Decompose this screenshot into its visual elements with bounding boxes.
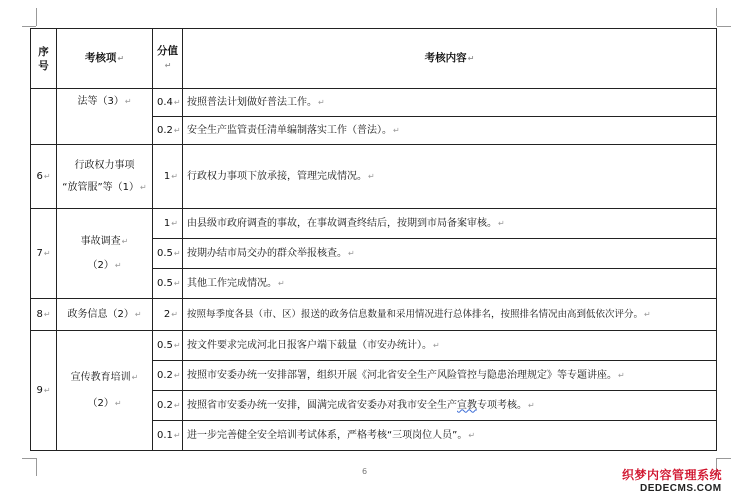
seq-cell: 8↵ — [31, 299, 57, 331]
score-cell: 1↵ — [153, 209, 183, 239]
crop-mark-top-left-v — [36, 8, 37, 26]
item-line: （2）↵ — [87, 397, 122, 409]
item-cell — [57, 145, 153, 209]
score-cell: 0.1↵ — [153, 421, 183, 451]
seq-cell: 6↵ — [31, 145, 57, 209]
table-row — [31, 145, 717, 209]
assessment-table — [30, 28, 717, 451]
header-content: 考核内容↵ — [183, 29, 717, 89]
item-cell — [57, 331, 153, 451]
table-row — [31, 89, 717, 117]
crop-mark-top-right-v — [716, 8, 717, 26]
table-row — [31, 331, 717, 361]
item-cell — [57, 209, 153, 299]
header-score: 分值↵ — [153, 29, 183, 89]
content-cell: 其他工作完成情况。↵ — [183, 269, 717, 299]
score-cell: 0.2↵ — [153, 391, 183, 421]
crop-mark-top-left-h — [22, 26, 36, 27]
score-cell: 0.2↵ — [153, 361, 183, 391]
item-line: 行政权力事项 — [74, 159, 135, 171]
score-cell: 1↵ — [153, 145, 183, 209]
content-cell: 按照省市安委办统一安排，圆满完成省安委办对我市安全生产宣教专项考核。↵ — [183, 391, 717, 421]
score-cell: 0.5↵ — [153, 269, 183, 299]
content-cell: 进一步完善健全安全培训考试体系，严格考核“三项岗位人员”。↵ — [183, 421, 717, 451]
item-line: “放管服”等（1）↵ — [62, 181, 147, 193]
spellcheck-underline: 宣教 — [457, 399, 477, 411]
item-cell: 政务信息（2）↵ — [57, 299, 153, 331]
seq-cell: 9↵ — [31, 331, 57, 451]
watermark-text-en: DEDECMS.COM — [640, 483, 722, 494]
content-cell: 按照市安委办统一安排部署，组织开展《河北省安全生产风险管控与隐患治理规定》等专题讲座。↵ — [183, 361, 717, 391]
crop-mark-top-right-h — [717, 26, 731, 27]
content-cell: 安全生产监管责任清单编制落实工作（普法）。↵ — [183, 117, 717, 145]
item-cell: 法等（3）↵ — [57, 89, 153, 145]
table-header-row — [31, 29, 717, 89]
content-cell: 按期办结市局交办的群众举报核查。↵ — [183, 239, 717, 269]
score-cell: 0.5↵ — [153, 331, 183, 361]
crop-mark-bottom-right-h — [717, 458, 731, 459]
watermark-text-cn: 织梦内容管理系统 — [622, 468, 723, 482]
header-item: 考核项↵ — [57, 29, 153, 89]
content-cell: 行政权力事项下放承接，管理完成情况。↵ — [183, 145, 717, 209]
item-line: 事故调查↵ — [80, 235, 129, 247]
seq-cell: 7↵ — [31, 209, 57, 299]
content-cell: 由县级市政府调查的事故，在事故调查终结后，按期到市局备案审核。↵ — [183, 209, 717, 239]
table-row — [31, 209, 717, 239]
score-cell: 0.5↵ — [153, 239, 183, 269]
page-number: 6 — [362, 467, 368, 476]
item-line: 宣传教育培训↵ — [70, 371, 139, 383]
score-cell: 0.2↵ — [153, 117, 183, 145]
crop-mark-bottom-left-v — [36, 458, 37, 476]
score-cell: 0.4↵ — [153, 89, 183, 117]
crop-mark-bottom-left-h — [22, 458, 36, 459]
content-cell: 按照每季度各县（市、区）报送的政务信息数量和采用情况进行总体排名，按照排名情况由高到低依次评分。↵ — [183, 299, 717, 331]
seq-cell — [31, 89, 57, 145]
header-seq: 序号 — [31, 29, 57, 89]
table-row — [31, 299, 717, 331]
content-cell: 按文件要求完成河北日报客户端下载量（市安办统计）。↵ — [183, 331, 717, 361]
score-cell: 2↵ — [153, 299, 183, 331]
item-line: （2）↵ — [87, 259, 122, 271]
content-cell: 按照普法计划做好普法工作。↵ — [183, 89, 717, 117]
